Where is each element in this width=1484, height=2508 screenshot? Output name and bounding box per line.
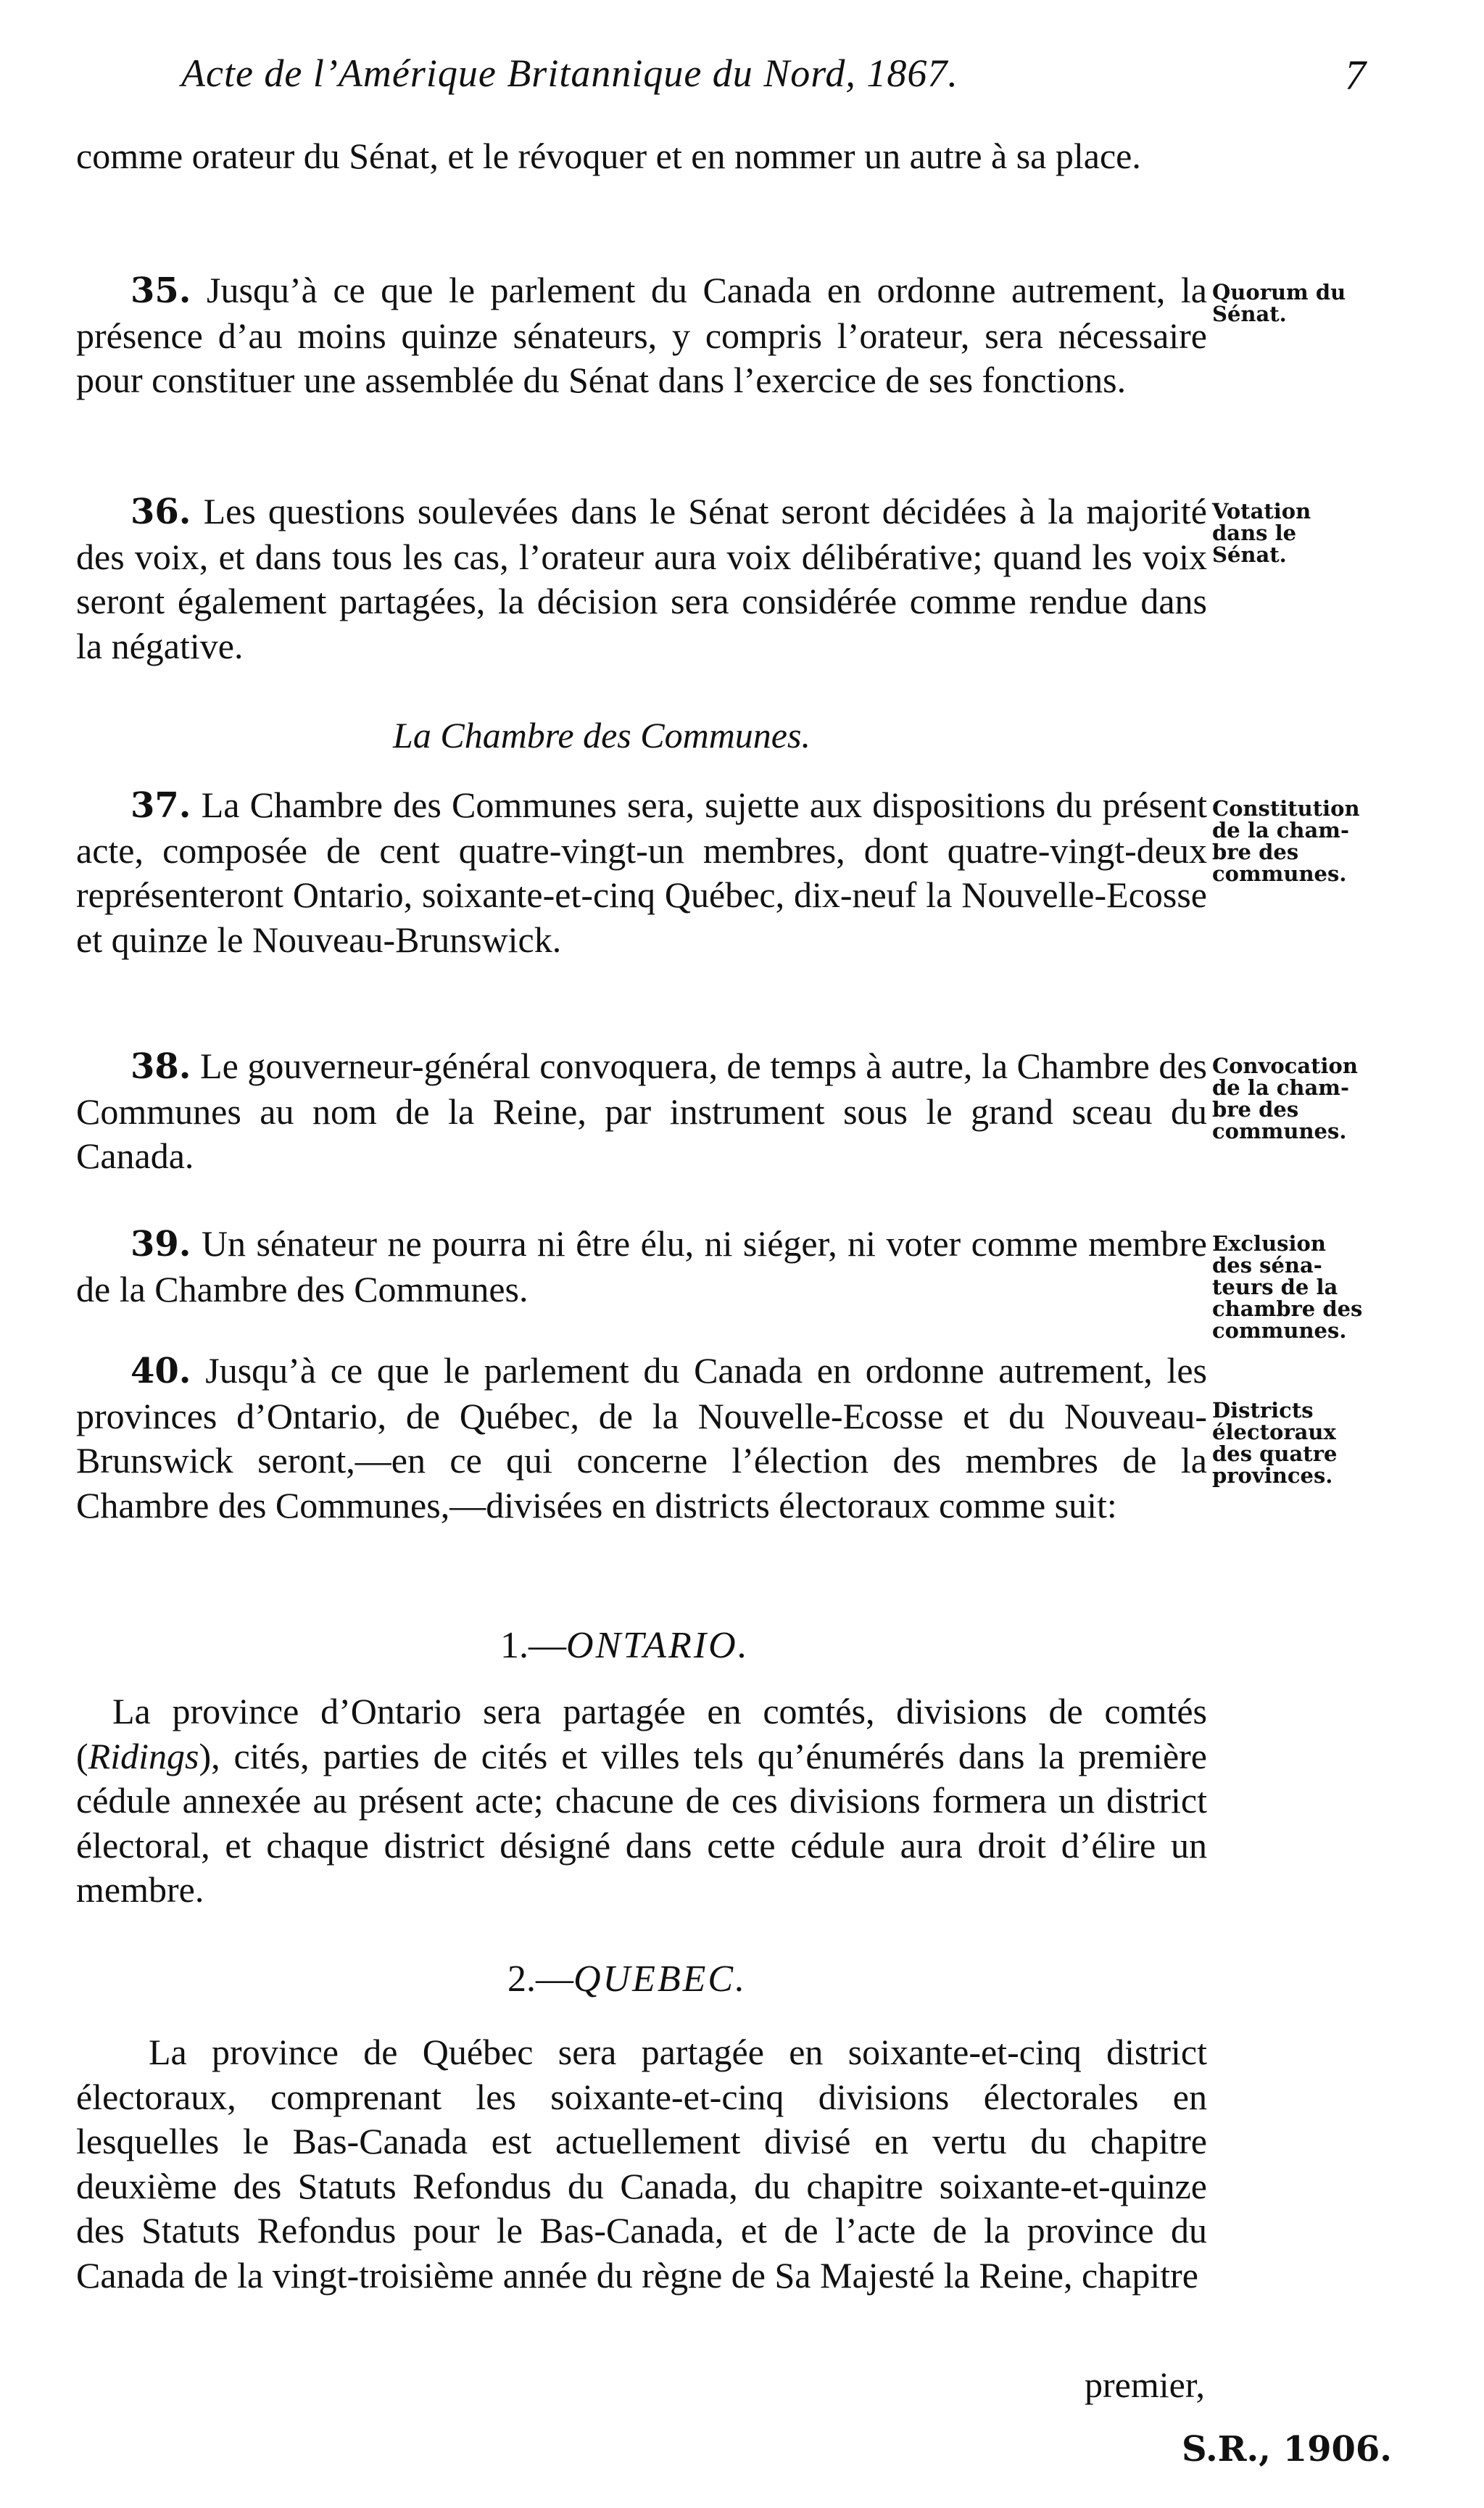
section-text: Jusqu’à ce que le parlement du Canada en ordonne autrement, la présence d’au moins quinze sénateurs, y compris l’orateur, sera nécessaire pour constituer une assemblée du Sénat dans l’exercice de ses fonctions. [76,270,1208,400]
ridings-term: Ridings [88,1735,199,1776]
section-text: Un sénateur ne pourra ni être élu, ni siéger, ni voter comme membre de la Chambre des Communes. [76,1223,1208,1309]
heading-name: QUEBEC. [573,1958,747,2000]
margin-note-quorum: Quorum du Sénat. [1212,280,1346,326]
ontario-heading [500,1624,750,1667]
quebec-paragraph [76,2030,1207,2298]
quebec-heading [507,1958,747,2000]
section-number: 37. [130,785,191,826]
section-heading: La Chambre des Communes. [393,715,811,756]
section-number: 39. [130,1224,191,1265]
section-number: 40. [130,1351,191,1391]
heading-prefix: 1.— [500,1625,566,1666]
section-36-paragraph [76,489,1207,669]
footer-reference: S.R., 1906. [1182,2429,1392,2470]
margin-note-districts: Districts électoraux des quatre provinces. [1212,1398,1338,1488]
intro-text: comme orateur du Sénat, et le révoquer et en nommer un autre à sa place. [76,136,1141,176]
running-title: Acte de l’Amérique Britannique du Nord, 1867. [181,51,958,95]
ontario-text-start: La province d’Ontario sera partagée en comtés, divisions de comtés ( [76,1691,1207,1776]
section-text: Les questions soulevées dans le Sénat seront décidées à la majorité des voix, et dans tous les cas, l’orateur aura voix délibérative; quand les voix seront également partagées, la décision sera considérée comme rendue dans la négative. [76,491,1207,666]
section-text: Jusqu’à ce que le parlement du Canada en ordonne autrement, les provinces d’Ontario, de Québec, de la Nouvelle-Ecosse et du Nouveau-Brunswick seront,—en ce qui concerne l’élection des membres de la Chambre des Communes,—divisées en districts électoraux comme suit: [76,1350,1207,1526]
section-40-paragraph [76,1349,1207,1528]
ontario-paragraph [76,1689,1207,1913]
section-38-paragraph [76,1044,1207,1179]
heading-prefix: 2.— [507,1958,573,2000]
heading-name: ONTARIO. [566,1625,750,1666]
quebec-text: La province de Québec sera partagée en soixante-et-cinq district électoraux, comprenant les soixante-et-cinq divisions électorales en lesquelles le Bas-Canada est actuellement divisé en vertu du chapitre deuxième des Statuts Refondus du Canada, du chapitre soixante-et-quinze des Statuts Refondus pour le Bas-Canada, et de l’acte de la province du Canada de la vingt-troisième année du règne de Sa Majesté la Reine, chapitre [76,2032,1207,2296]
page-number: 7 [1345,51,1366,99]
margin-note-convocation: Convocation de la cham- bre des communes. [1212,1054,1358,1143]
margin-note-votation: Votation dans le Sénat. [1212,499,1311,567]
section-37-paragraph [76,783,1207,962]
section-number: 35. [130,270,191,311]
section-number: 38. [130,1046,191,1087]
ontario-text-end: ), cités, parties de cités et villes tels qu’énumérés dans la première cédule annexée au présent acte; chacune de ces divisions formera un district électoral, et chaque district désigné dans cette cédule aura droit d’élire un membre. [76,1735,1207,1910]
continuation-word: premier, [1085,2364,1205,2405]
section-39-paragraph [76,1222,1207,1312]
intro-paragraph [76,134,1207,179]
section-number: 36. [130,492,191,532]
section-text: La Chambre des Communes sera, sujette aux dispositions du présent acte, composée de cent quatre-vingt-un membres, dont quatre-vingt-deux représenteront Ontario, soixante-et-cinq Québec, dix-neuf la Nouvelle-Ecosse et quinze le Nouveau-Brunswick. [76,785,1207,960]
section-text: Le gouverneur-général convoquera, de temps à autre, la Chambre des Communes au nom de la Reine, par instrument sous le grand sceau du Canada. [76,1046,1207,1176]
section-35-paragraph [76,268,1207,403]
margin-note-exclusion: Exclusion des séna- teurs de la chambre des communes. [1212,1231,1363,1343]
margin-note-constitution: Constitution de la cham- bre des communes. [1212,796,1360,886]
